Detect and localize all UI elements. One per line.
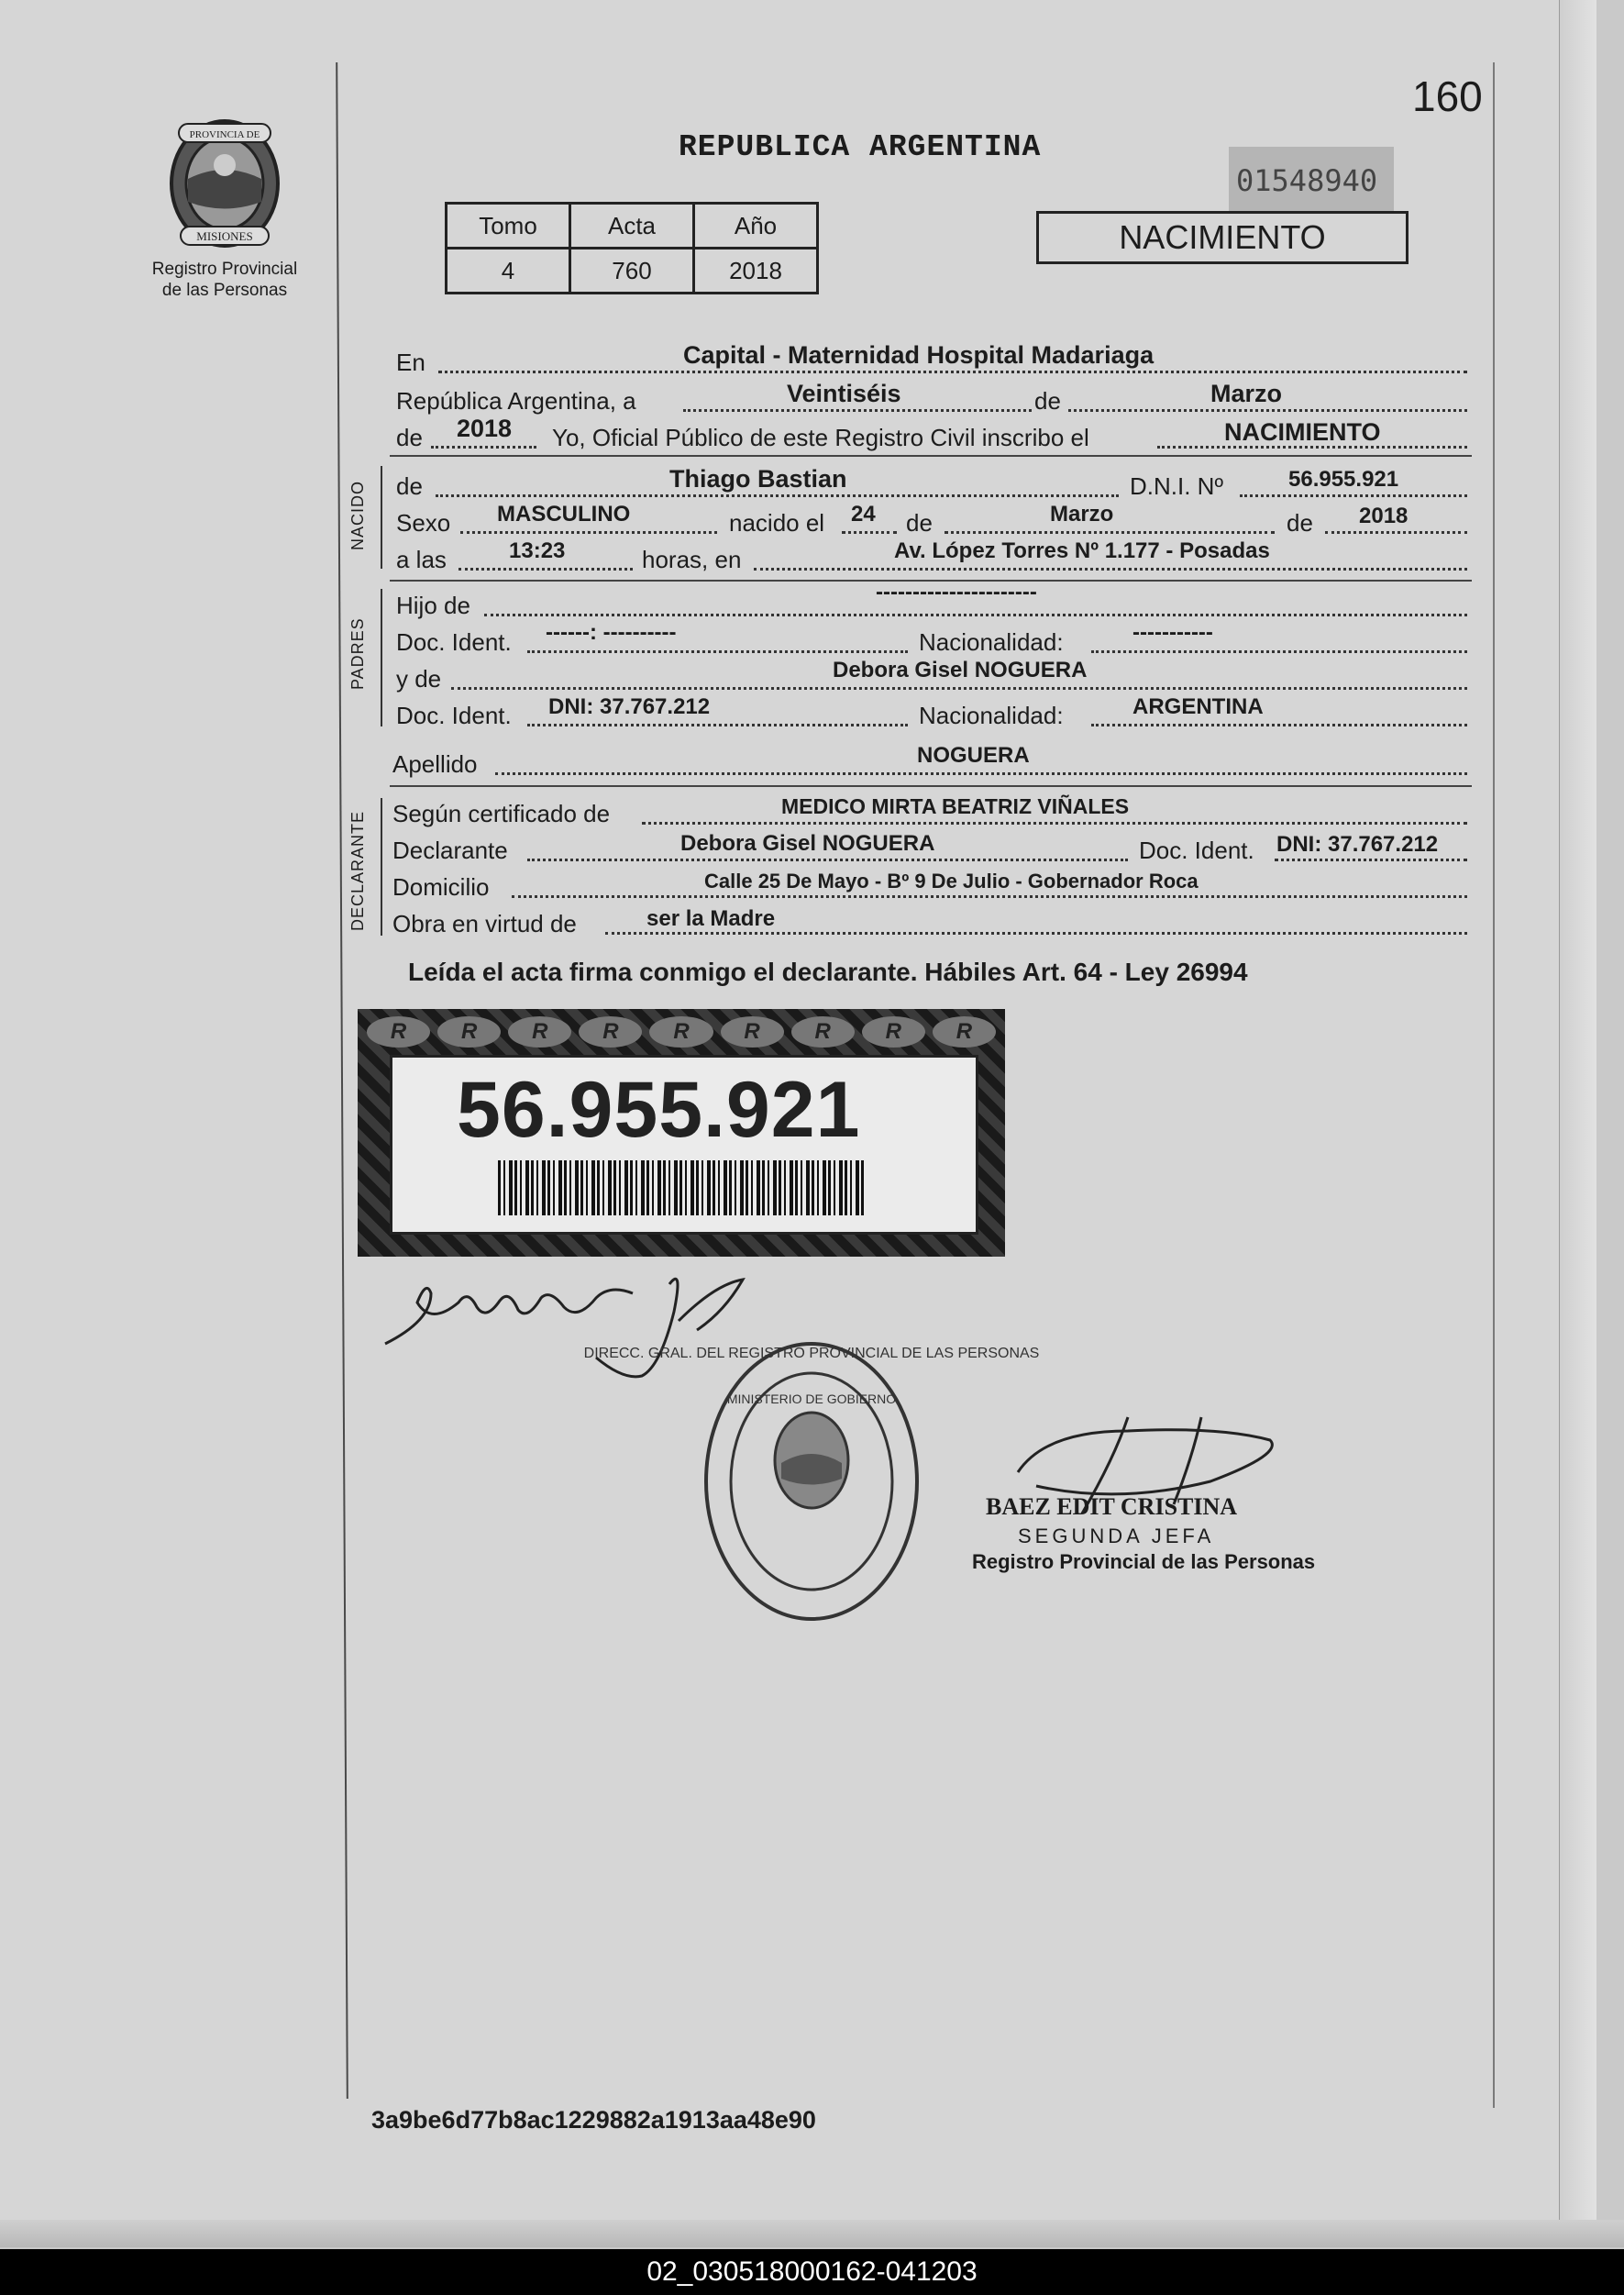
barcode-dni-number: 56.955.921	[457, 1066, 861, 1154]
horas-label: horas, en	[642, 546, 742, 573]
a-las-label: a las	[396, 546, 447, 573]
statement-text: Yo, Oficial Público de este Registro Civil inscribo el	[552, 424, 1089, 451]
place-value: Capital - Maternidad Hospital Madariaga	[683, 341, 1154, 369]
official-org: Registro Provincial de las Personas	[972, 1550, 1316, 1573]
dni-label: D.N.I. Nº	[1130, 472, 1223, 500]
nac2-label: Nacionalidad:	[919, 702, 1064, 729]
hijo-de-label: Hijo de	[396, 592, 470, 619]
sexo-label: Sexo	[396, 509, 451, 537]
month-value: Marzo	[1210, 380, 1283, 407]
event-value: NACIMIENTO	[1224, 418, 1381, 446]
doc2-label: Doc. Ident.	[396, 702, 512, 729]
doc1-label: Doc. Ident.	[396, 628, 512, 656]
cert-label: Según certificado de	[392, 800, 611, 827]
de-label-2: de	[906, 509, 933, 537]
declarante-section-label: DECLARANTE	[348, 810, 367, 931]
birth-address: Av. López Torres Nº 1.177 - Posadas	[894, 538, 1270, 563]
logo-text-bottom: MISIONES	[196, 229, 253, 243]
birth-year: 2018	[1359, 504, 1409, 528]
pattern-letter: R	[649, 1016, 713, 1048]
pattern-letter: R	[862, 1016, 925, 1048]
de-label: de	[1034, 387, 1061, 415]
sexo-value: MASCULINO	[497, 502, 631, 527]
stamp-inner-text: MINISTERIO DE GOBIERNO	[726, 1391, 897, 1406]
pattern-letter: R	[579, 1016, 642, 1048]
mother-nationality: ARGENTINA	[1132, 694, 1264, 719]
document-hash: 3a9be6d77b8ac1229882a1913aa48e90	[371, 2106, 816, 2134]
obra-value: ser la Madre	[646, 906, 776, 931]
cert-value: MEDICO MIRTA BEATRIZ VIÑALES	[781, 794, 1130, 818]
apellido-label: Apellido	[392, 750, 478, 778]
official-name: BAEZ EDIT CRISTINA	[986, 1493, 1238, 1520]
scan-footer-bar	[0, 2249, 1624, 2295]
birth-time: 13:23	[509, 538, 566, 563]
nac1-label: Nacionalidad:	[919, 628, 1064, 656]
padres-section-label: PADRES	[348, 617, 367, 690]
pattern-letter: R	[437, 1016, 501, 1048]
scan-footer-text: 02_030518000162-041203	[646, 2256, 978, 2287]
domicilio-label: Domicilio	[392, 873, 490, 901]
record-value-ano: 2018	[694, 249, 818, 294]
birth-day: 24	[851, 502, 876, 527]
domicilio-value: Calle 25 De Mayo - Bº 9 De Julio - Gobernador Roca	[704, 870, 1199, 892]
pattern-letter: R	[508, 1016, 571, 1048]
nacido-section-label: NACIDO	[348, 480, 367, 550]
org-name-line1: Registro Provincial	[151, 260, 298, 279]
day-value: Veintiséis	[787, 380, 901, 407]
declarante-name: Debora Gisel NOGUERA	[680, 831, 935, 856]
declarante-doc: DNI: 37.767.212	[1276, 832, 1439, 857]
birth-month: Marzo	[1050, 502, 1114, 527]
father-name: ----------------------	[876, 580, 1037, 604]
document-title: REPUBLICA ARGENTINA	[679, 130, 1042, 164]
father-doc: ------: ----------	[546, 620, 677, 645]
pattern-letter: R	[933, 1016, 996, 1048]
nacido-de-label: de	[396, 472, 423, 500]
de-label-3: de	[1287, 509, 1313, 537]
obra-label: Obra en virtud de	[392, 910, 577, 937]
stamp-outer-text: DIRECC. GRAL. DEL REGISTRO PROVINCIAL DE LAS PERSONAS	[583, 1346, 1040, 1361]
pattern-letter: R	[367, 1016, 430, 1048]
serial-number: 01548940	[1236, 163, 1378, 198]
logo-text-top: PROVINCIA DE	[189, 129, 260, 140]
document-type-box: NACIMIENTO	[1036, 211, 1409, 264]
official-role: SEGUNDA JEFA	[1018, 1524, 1215, 1547]
republic-label: República Argentina, a	[396, 387, 636, 415]
declarante-label: Declarante	[392, 837, 508, 864]
page-number: 160	[1412, 72, 1483, 120]
apellido-value: NOGUERA	[917, 743, 1030, 768]
closing-statement: Leída el acta firma conmigo el declarante. Hábiles Art. 64 - Ley 26994	[408, 958, 1248, 986]
child-dni: 56.955.921	[1288, 467, 1399, 492]
mother-name: Debora Gisel NOGUERA	[833, 658, 1088, 682]
decl-doc-label: Doc. Ident.	[1139, 837, 1254, 864]
year-prefix-label: de	[396, 424, 423, 451]
pattern-letter: R	[721, 1016, 784, 1048]
year-value: 2018	[457, 415, 513, 442]
record-header-acta: Acta	[570, 204, 694, 249]
declarant-signature	[385, 1279, 743, 1377]
child-name: Thiago Bastian	[669, 465, 847, 493]
en-label: En	[396, 349, 425, 376]
record-value-tomo: 4	[447, 249, 570, 294]
record-header-tomo: Tomo	[447, 204, 570, 249]
record-header-ano: Año	[694, 204, 818, 249]
nacido-el-label: nacido el	[729, 509, 825, 537]
y-de-label: y de	[396, 665, 442, 693]
record-value-acta: 760	[570, 249, 694, 294]
official-stamp	[584, 1344, 1040, 1619]
org-name-line2: de las Personas	[161, 281, 288, 300]
father-nationality: -----------	[1132, 620, 1213, 645]
mother-doc: DNI: 37.767.212	[548, 694, 711, 719]
pattern-letter: R	[791, 1016, 855, 1048]
